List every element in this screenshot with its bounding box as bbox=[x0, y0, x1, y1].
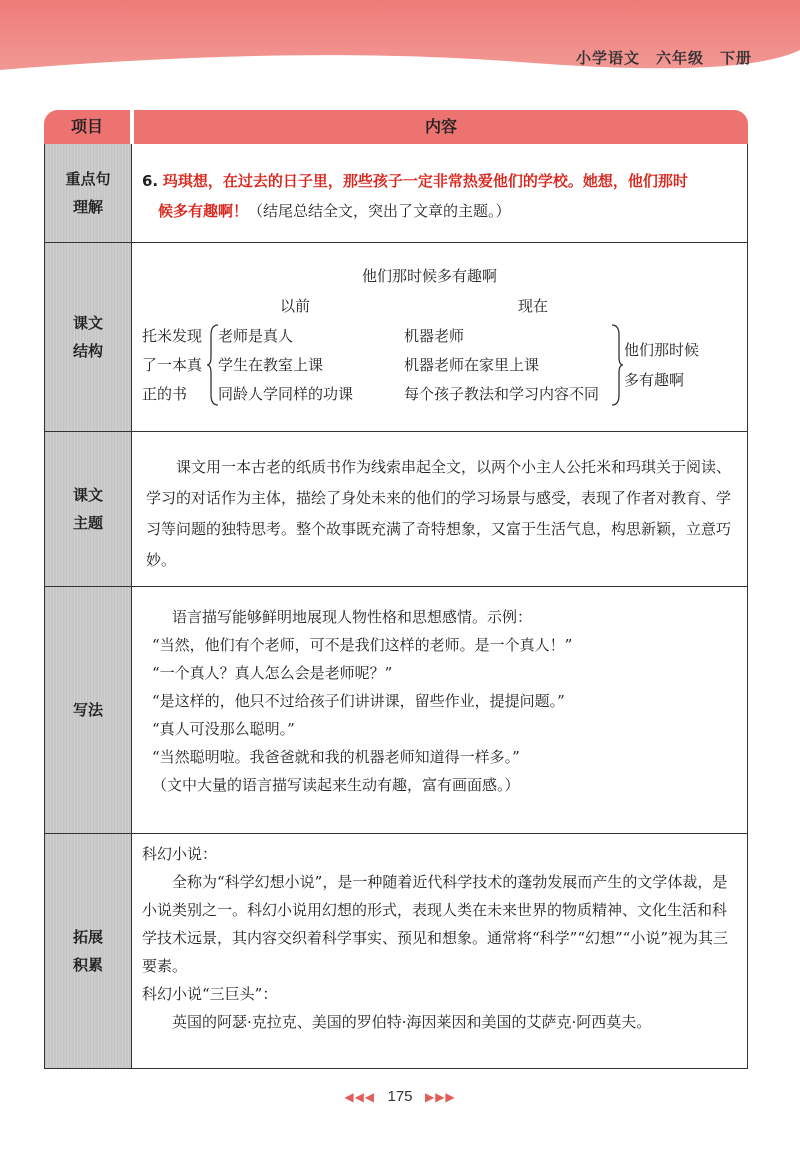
row-label bbox=[45, 587, 132, 833]
now-item: 机器老师 bbox=[404, 327, 465, 345]
label-line: 课文 bbox=[72, 314, 103, 332]
row-label bbox=[45, 834, 132, 1068]
page-number: 175 bbox=[387, 1088, 413, 1105]
table-header bbox=[44, 110, 748, 144]
label-line: 写法 bbox=[72, 701, 103, 719]
label-line: 拓展 bbox=[72, 928, 103, 946]
extension-paragraph: 全称为“科学幻想小说”，是一种随着近代科学技术的蓬勃发展而产生的文学体裁，是小说类别之一。科幻小说用幻想的形式，表现人类在未来世界的物质精神、文化生活和科学技术远景，其内容交织着科学事实、预见和想象。通常将“科学”“幻想”“小说”视为其三要素。 bbox=[142, 873, 729, 975]
theme-paragraph: 课文用一本古老的纸质书作为线索串起全文，以两个小主人公托米和玛琪关于阅读、学习的对话作为主体，描绘了身处未来的他们的学习场景与感受，表现了作者对教育、学习等问题的独特思考。整个故事既充满了奇特想象，又富于生活气息，构思新颖，立意巧妙。 bbox=[146, 458, 732, 569]
past-item: 学生在教室上课 bbox=[218, 356, 324, 374]
writing-line: “是这样的，他只不过给孩子们讲讲课，留些作业，提提问题。” bbox=[152, 692, 565, 710]
quote-text: 玛琪想，在过去的日子里，那些孩子一定非常热爱他们的学校。她想，他们那时 bbox=[162, 172, 688, 190]
left-text: 托米发现 bbox=[142, 327, 203, 345]
header-content: 内容 bbox=[134, 110, 748, 144]
left-text: 正的书 bbox=[142, 385, 188, 403]
structure-title: 他们那时候多有趣啊 bbox=[362, 267, 498, 285]
writing-content bbox=[132, 587, 747, 833]
row-theme bbox=[45, 431, 747, 586]
row-label bbox=[45, 144, 132, 242]
row-extension bbox=[45, 833, 747, 1068]
header-item: 项目 bbox=[44, 110, 130, 144]
structure-diagram bbox=[132, 243, 747, 431]
extension-paragraph: 英国的阿瑟·克拉克、美国的罗伯特·海因莱因和美国的艾萨克·阿西莫夫。 bbox=[172, 1013, 652, 1031]
row-writing bbox=[45, 586, 747, 833]
writing-line: “真人可没那么聪明。” bbox=[152, 720, 295, 738]
label-line: 课文 bbox=[72, 486, 103, 504]
table-body bbox=[44, 144, 748, 1069]
row-label bbox=[45, 432, 132, 586]
now-item: 每个孩子教法和学习内容不同 bbox=[404, 385, 600, 403]
row-label bbox=[45, 243, 132, 431]
label-line: 重点句 bbox=[65, 170, 111, 188]
row-key-sentence bbox=[45, 144, 747, 242]
past-heading: 以前 bbox=[280, 297, 311, 315]
past-item: 老师是真人 bbox=[218, 327, 294, 345]
left-text: 了一本真 bbox=[142, 356, 203, 374]
now-item: 机器老师在家里上课 bbox=[404, 356, 540, 374]
right-text: 多有趣啊 bbox=[624, 371, 685, 389]
notes-table bbox=[44, 110, 748, 1031]
item-number: 6. bbox=[142, 172, 159, 190]
top-banner bbox=[0, 0, 800, 80]
page-footer bbox=[0, 1088, 800, 1105]
label-line: 结构 bbox=[72, 342, 103, 360]
quote-text: 候多有趣啊！ bbox=[158, 202, 249, 220]
writing-line: “当然聪明啦。我爸爸就和我的机器老师知道得一样多。” bbox=[152, 748, 520, 766]
writing-line: 语言描写能够鲜明地展现人物性格和思想感情。示例： bbox=[172, 608, 533, 626]
right-text: 他们那时候 bbox=[624, 341, 700, 359]
past-item: 同龄人学同样的功课 bbox=[218, 385, 354, 403]
right-brace bbox=[610, 323, 624, 407]
writing-line: （文中大量的语言描写读起来生动有趣，富有画面感。） bbox=[152, 776, 520, 794]
extension-heading: 科幻小说： bbox=[142, 845, 218, 863]
extension-heading: 科幻小说“三巨头”： bbox=[142, 985, 278, 1003]
label-line: 主题 bbox=[72, 514, 103, 532]
key-sentence-content bbox=[132, 144, 747, 242]
now-heading: 现在 bbox=[518, 297, 549, 315]
label-line: 积累 bbox=[72, 956, 103, 974]
extension-content bbox=[132, 834, 747, 1068]
writing-line: “当然，他们有个老师，可不是我们这样的老师。是一个真人！” bbox=[152, 636, 573, 654]
quote-note: （结尾总结全文，突出了文章的主题。） bbox=[248, 202, 511, 220]
prev-arrows-icon: ◀◀◀ bbox=[344, 1090, 376, 1104]
writing-line: “一个真人？真人怎么会是老师呢？” bbox=[152, 664, 393, 682]
label-line: 理解 bbox=[72, 198, 103, 216]
next-arrows-icon: ▶▶▶ bbox=[424, 1090, 456, 1104]
row-structure bbox=[45, 242, 747, 431]
subject-label: 小学语文 六年级 下册 bbox=[575, 49, 752, 67]
